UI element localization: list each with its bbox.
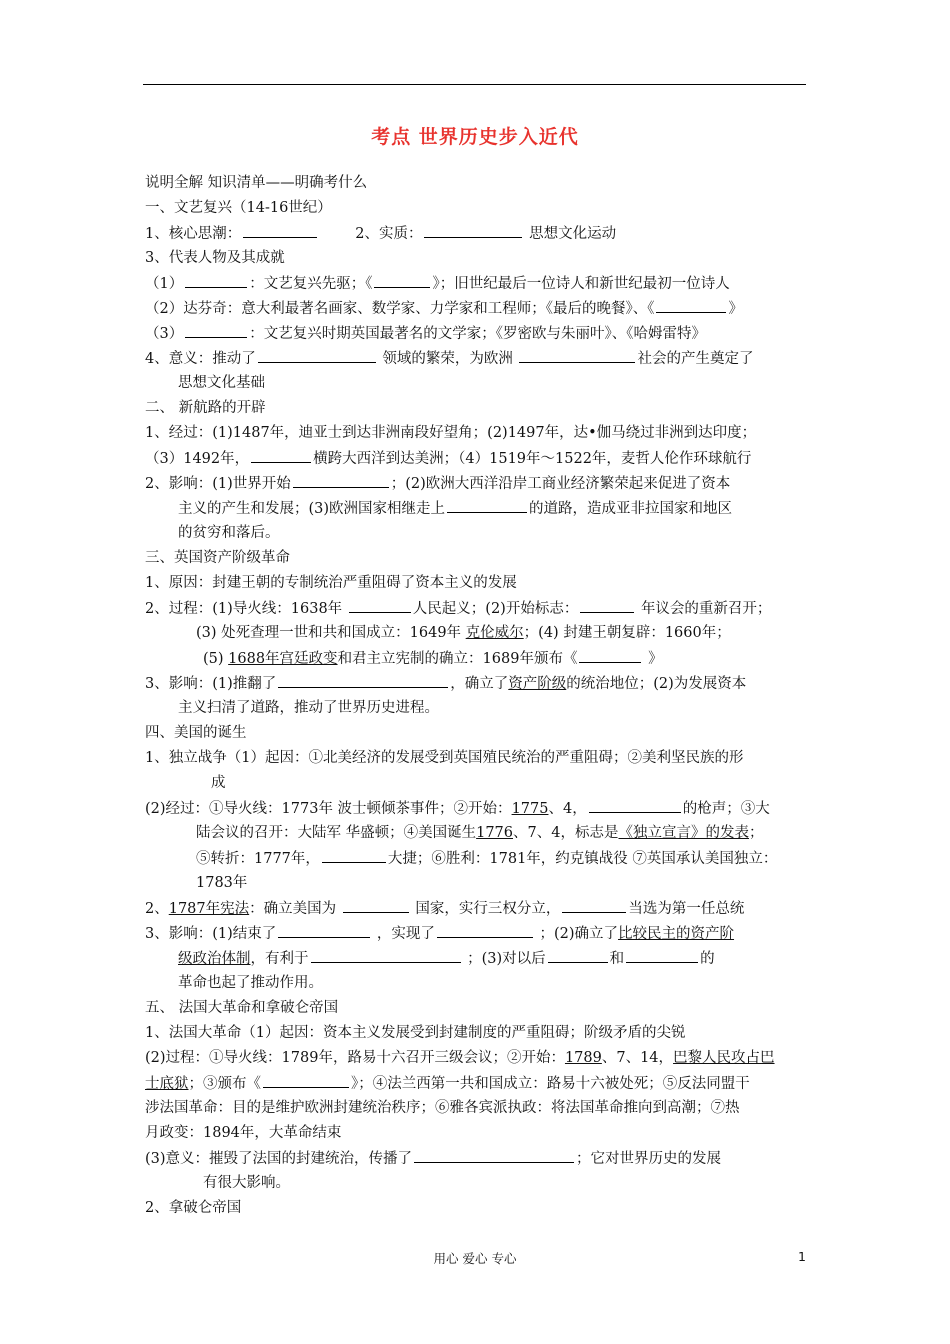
fill-blank[interactable] (414, 1147, 574, 1163)
line-5-1-3-cont (203, 1172, 290, 1194)
answer-underlined: 比较民主的资产阶 (618, 926, 735, 942)
text: 》；旧世纪最后一位诗人和新世纪最初一位诗人 (432, 276, 730, 292)
text: ；(2)确立了 (539, 926, 619, 942)
section-1-heading (145, 197, 332, 219)
fill-blank[interactable] (293, 472, 389, 488)
text: 》 (728, 301, 743, 317)
text: 当选为第一任总统 (628, 901, 745, 917)
text: 五、 法国大革命和拿破仑帝国 (145, 1000, 339, 1016)
answer-underlined: 巴黎人民攻占巴 (673, 1050, 775, 1066)
text: （2）达芬奇：意大利最著名画家、数学家、力学家和工程师；《最后的晚餐》、《 (145, 301, 655, 317)
page-footer: 用心 爱心 专心 (433, 1251, 517, 1266)
fill-blank[interactable] (562, 897, 626, 913)
text: 1、原因：封建王朝的专制统治严重阻碍了资本主义的发展 (145, 575, 517, 591)
text: (2)过程：①导火线：1789年，路易十六召开三级会议；②开始： (145, 1050, 565, 1066)
fill-blank[interactable] (349, 597, 411, 613)
fill-blank[interactable] (343, 897, 409, 913)
text: 革命也起了推动作用。 (178, 975, 323, 991)
answer-underlined: 级政治体制 (178, 951, 251, 967)
line-4-3 (145, 922, 734, 945)
text: 的道路，造成亚非拉国家和地区 (529, 501, 733, 517)
text: 》 (648, 651, 663, 667)
text: 4、意义：推动了 (145, 351, 256, 367)
line-5-1 (145, 1022, 685, 1044)
line-3-2 (145, 597, 771, 620)
text: 1、法国大革命（1）起因：资本主义发展受到封建制度的严重阻碍；阶级矛盾的尖锐 (145, 1025, 686, 1041)
fill-blank[interactable] (322, 847, 386, 863)
line-5-1-2 (145, 1047, 775, 1069)
text: 成 (211, 775, 226, 791)
text: 1、独立战争（1）起因：①北美经济的发展受到英国殖民统治的严重阻碍；②美利坚民族的形 (145, 750, 744, 766)
answer-underlined: 1787年宪法 (168, 901, 250, 917)
line-3-2-5 (203, 647, 663, 670)
text: 的 (700, 951, 715, 967)
line-4-1 (145, 747, 743, 769)
line-4-1-2 (145, 797, 770, 820)
fill-blank[interactable] (589, 797, 681, 813)
line-1-4 (145, 347, 753, 370)
text: 月政变：1894年，大革命结束 (145, 1125, 342, 1141)
text: 2、影响：(1)世界开始 (145, 476, 291, 492)
text: 3、代表人物及其成就 (145, 250, 285, 266)
fill-blank[interactable] (626, 947, 698, 963)
text: 大捷；⑥胜利：1781年，约克镇战役 ⑦英国承认美国独立： (387, 851, 778, 867)
answer-underlined: 克伦威尔 (465, 625, 524, 641)
fill-blank[interactable] (185, 322, 247, 338)
line-4-1-2d (196, 872, 247, 894)
line-4-2 (145, 897, 744, 920)
fill-blank[interactable] (437, 922, 533, 938)
answer-underlined: 《独立宣言》的发表 (618, 825, 749, 841)
text: 、7、4，标志是 (513, 825, 619, 841)
text: 领域的繁荣，为欧洲 (382, 351, 513, 367)
text: 、7、14， (601, 1050, 674, 1066)
text: 二、 新航路的开辟 (145, 400, 266, 416)
section-3-heading (145, 547, 290, 569)
text: 思想文化运动 (529, 226, 617, 242)
line-1-1 (145, 222, 616, 245)
line-1-3 (145, 247, 285, 269)
line-2-1 (145, 422, 756, 444)
answer-underlined: 1776 (476, 825, 514, 841)
text: 3、影响：(1)结束了 (145, 926, 277, 942)
text: 1783年 (196, 875, 248, 891)
answer-underlined: 1789 (564, 1050, 602, 1066)
page-number: 1 (798, 1249, 806, 1264)
line-1-3-2 (145, 297, 743, 320)
text: ； (748, 825, 764, 841)
line-2-2 (145, 472, 730, 495)
text: （3）1492年， (145, 451, 250, 467)
line-4-3-cont (178, 947, 715, 970)
answer-underlined: 资产阶级 (508, 676, 567, 692)
text: 和 (609, 951, 625, 967)
line-4-3-cont2 (178, 972, 323, 994)
line-5-1-2d (145, 1122, 341, 1144)
line-4-1-cont (211, 772, 226, 794)
text: 陆会议的召开：大陆军 华盛顿；④美国诞生 (196, 825, 477, 841)
text: ，实现了 (376, 926, 435, 942)
text: 2、 (145, 901, 169, 917)
text: 有很大影响。 (203, 1175, 290, 1191)
fill-blank[interactable] (447, 497, 527, 513)
line-5-2 (145, 1197, 241, 1219)
fill-blank[interactable] (185, 272, 247, 288)
text: (3)意义：摧毁了法国的封建统治，传播了 (145, 1151, 413, 1167)
text: ；③颁布《 (188, 1076, 261, 1092)
fill-blank[interactable] (424, 222, 522, 238)
text: (2)经过：①导火线：1773年 波士顿倾茶事件；②开始： (145, 801, 512, 817)
fill-blank[interactable] (278, 922, 370, 938)
text: 1、核心思潮： (145, 226, 242, 242)
line-5-1-2b (145, 1072, 750, 1095)
text: ：文艺复兴先驱；《 (249, 276, 373, 292)
text: 3、影响：(1)推翻了 (145, 676, 277, 692)
text: 的枪声；③大 (682, 801, 770, 817)
text: (3) 处死查理一世和共和国成立：1649年 (196, 625, 462, 641)
text: 三、英国资产阶级革命 (145, 550, 290, 566)
fill-blank[interactable] (579, 647, 641, 663)
section-4-heading (145, 722, 247, 744)
text: ；(4) 封建王朝复辟：1660年； (523, 625, 731, 641)
line-3-3 (145, 672, 746, 695)
answer-underlined: 士底狱 (145, 1076, 189, 1092)
fill-blank[interactable] (258, 347, 376, 363)
text: ；它对世界历史的发展 (576, 1151, 722, 1167)
line-5-1-2c (145, 1097, 740, 1119)
text: 主义扫清了道路，推动了世界历史进程。 (178, 700, 439, 716)
text: （3） (145, 326, 184, 342)
text: 思想文化基础 (178, 375, 265, 391)
fill-blank[interactable] (251, 447, 311, 463)
text: 的贫穷和落后。 (178, 525, 280, 541)
text: 横跨大西洋到达美洲；（4）1519年～1522年，麦哲人伦作环球航行 (313, 451, 752, 467)
fill-blank[interactable] (278, 672, 448, 688)
section-5-heading (145, 997, 338, 1019)
text: ，确立了 (450, 676, 509, 692)
text: 涉法国革命：目的是维护欧洲封建统治秩序；⑥雅各宾派执政：将法国革命推向到高潮；⑦热 (145, 1100, 740, 1116)
line-3-2-3 (196, 622, 731, 644)
line-1-4-cont (178, 372, 265, 394)
text: 一、文艺复兴（14-16世纪） (145, 200, 332, 216)
section-2-heading (145, 397, 266, 419)
fill-blank[interactable] (548, 947, 608, 963)
text: 2、过程：(1)导火线：1638年 (145, 601, 343, 617)
fill-blank[interactable] (311, 947, 461, 963)
text: (5) (203, 651, 224, 667)
line-5-1-3 (145, 1147, 721, 1170)
text: 主义的产生和发展；(3)欧洲国家相继走上 (178, 501, 446, 517)
line-1-3-1 (145, 272, 730, 295)
text: ；(2)欧洲大西洋沿岸工商业经济繁荣起来促进了资本 (390, 476, 731, 492)
text: 社会的产生奠定了 (637, 351, 754, 367)
page-title: 考点 世界历史步入近代 (371, 126, 579, 148)
text: ：确立美国为 (249, 901, 337, 917)
line-1-3-3 (145, 322, 706, 345)
answer-underlined: 1688年宫廷政变 (228, 651, 338, 667)
text: ⑤转折：1777年， (196, 851, 320, 867)
line-2-1-b (145, 447, 751, 470)
line-4-1-2c (196, 847, 777, 870)
answer-underlined: 1775 (511, 801, 549, 817)
line-4-1-2b (196, 822, 763, 844)
text: 四、美国的诞生 (145, 725, 247, 741)
line-intro (145, 172, 367, 194)
text: 说明全解 知识清单——明确考什么 (145, 175, 368, 191)
fill-blank[interactable] (656, 297, 726, 313)
fill-blank[interactable] (243, 222, 317, 238)
text: 1、经过：(1)1487年，迪亚士到达非洲南段好望角；(2)1497年，达•伽马绕过非洲到达印度； (145, 425, 757, 441)
header-rule (143, 84, 806, 85)
text: 和君主立宪制的确立：1689年颁布《 (337, 651, 578, 667)
text: 的统治地位；(2)为发展资本 (566, 676, 747, 692)
text: 年议会的重新召开； (640, 601, 772, 617)
fill-blank[interactable] (263, 1072, 349, 1088)
text: ：文艺复兴时期英国最著名的文学家；《罗密欧与朱丽叶》、《哈姆雷特》 (249, 326, 706, 342)
text: ，有利于 (250, 951, 309, 967)
line-3-1 (145, 572, 517, 594)
text: ；(3)对以后 (467, 951, 546, 967)
fill-blank[interactable] (519, 347, 635, 363)
text: 国家，实行三权分立， (415, 901, 561, 917)
text: 2、实质： (355, 226, 423, 242)
text: 2、拿破仑帝国 (145, 1200, 242, 1216)
line-2-2-cont (178, 497, 732, 520)
fill-blank[interactable] (374, 272, 430, 288)
text: 、4， (548, 801, 587, 817)
text: 人民起义；(2)开始标志： (412, 601, 579, 617)
text: 》；④法兰西第一共和国成立：路易十六被处死；⑤反法同盟干 (351, 1076, 750, 1092)
fill-blank[interactable] (580, 597, 634, 613)
line-2-2-cont2 (178, 522, 280, 544)
line-3-3-cont (178, 697, 439, 719)
text: （1） (145, 276, 184, 292)
